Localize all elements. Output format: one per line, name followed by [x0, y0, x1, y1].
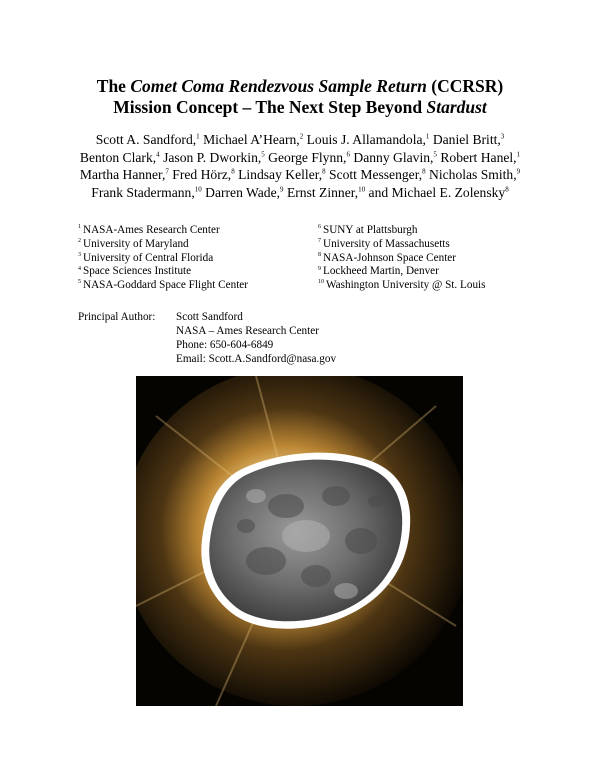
author-affiliation-number: 8: [505, 185, 509, 194]
author-name: Lindsay Keller,: [238, 167, 323, 183]
title-line-2: Mission Concept – The Next Step Beyond Stardust: [113, 97, 487, 117]
principal-author-label: Principal Author:: [78, 311, 156, 323]
affiliation-item: [318, 238, 486, 252]
author-name: Daniel Britt,: [432, 132, 501, 147]
author-name: Ernst Zinner,: [286, 184, 359, 200]
author-affiliation-number: 10: [358, 185, 366, 194]
comet-nucleus-image: [136, 376, 463, 706]
author-name: Robert Hanel,: [440, 149, 517, 165]
author-affiliation-number: 8: [231, 167, 235, 176]
author-name: Martha Hanner,: [79, 167, 166, 183]
affiliation-item: [318, 265, 486, 279]
affiliation-number: 10: [318, 279, 324, 286]
affiliation-item: [78, 252, 248, 266]
principal-author-phone: Phone: 650-604-6849: [176, 339, 274, 351]
affiliation-number: 6: [318, 224, 321, 231]
author-affiliation-number: 7: [165, 167, 169, 176]
affiliation-text: University of Maryland: [83, 237, 189, 250]
affiliation-text: NASA-Johnson Space Center: [323, 251, 456, 264]
affiliation-text: Lockheed Martin, Denver: [323, 265, 439, 278]
affiliation-text: University of Central Florida: [83, 251, 214, 264]
author-name: Danny Glavin,: [353, 149, 434, 165]
affiliation-text: NASA-Goddard Space Flight Center: [83, 279, 248, 292]
affiliation-item: [78, 224, 248, 238]
principal-author-name: Scott Sandford: [176, 311, 243, 323]
affiliation-number: 8: [318, 251, 321, 258]
affiliation-number: 2: [78, 238, 81, 245]
author-name: Louis J. Allamandola,: [306, 132, 426, 147]
author-list: [78, 131, 522, 201]
affiliation-number: 9: [318, 265, 321, 272]
author-name: Michael A’Hearn,: [203, 132, 300, 147]
title-line-1: The Comet Coma Rendezvous Sample Return (CCRSR): [96, 76, 504, 96]
author-affiliation-number: 5: [433, 150, 437, 159]
author-affiliation-number: 8: [322, 167, 326, 176]
author-name: Scott A. Sandford,: [95, 132, 197, 147]
author-affiliation-number: 8: [422, 167, 426, 176]
author-name: Fred Hörz,: [172, 167, 232, 183]
affiliation-item: [318, 224, 486, 238]
author-affiliation-number: 1: [196, 132, 200, 141]
author-affiliation-number: 5: [261, 150, 265, 159]
affiliation-item: [78, 238, 248, 252]
author-affiliation-number: 6: [346, 150, 350, 159]
affiliation-item: [318, 252, 486, 266]
author-affiliation-number: 9: [516, 167, 521, 176]
affiliation-text: SUNY at Plattsburgh: [323, 224, 418, 236]
affiliation-item: [78, 279, 248, 293]
author-affiliation-number: 2: [299, 132, 304, 141]
affiliation-text: NASA-Ames Research Center: [83, 224, 220, 236]
affiliation-number: 4: [78, 265, 81, 272]
author-name: Scott Messenger,: [329, 167, 423, 183]
affiliation-number: 1: [78, 224, 81, 231]
affiliation-number: 7: [318, 238, 321, 245]
author-name: George Flynn,: [268, 149, 347, 165]
affiliation-text: Washington University @ St. Louis: [326, 279, 486, 292]
affiliation-text: Space Sciences Institute: [83, 265, 192, 278]
author-name: Jason P. Dworkin,: [163, 149, 262, 165]
principal-author-org: NASA – Ames Research Center: [176, 325, 319, 337]
author-name: and Michael E. Zolensky: [368, 184, 506, 200]
affiliation-item: [318, 279, 486, 293]
affiliation-item: [78, 265, 248, 279]
paper-title: [40, 76, 560, 118]
affiliations-right: [318, 224, 486, 293]
affiliation-number: 5: [78, 279, 81, 286]
affiliation-number: 3: [78, 251, 81, 258]
author-affiliation-number: 9: [280, 185, 284, 194]
author-name: Frank Stadermann,: [91, 184, 195, 200]
author-name: Benton Clark,: [79, 149, 157, 165]
author-affiliation-number: 4: [156, 150, 160, 159]
author-affiliation-number: 3: [500, 132, 505, 141]
affiliation-text: University of Massachusetts: [323, 237, 450, 250]
author-name: Nicholas Smith,: [429, 167, 517, 183]
author-name: Darren Wade,: [205, 184, 281, 200]
affiliations-left: [78, 224, 248, 293]
author-affiliation-number: 1: [516, 150, 521, 159]
author-affiliation-number: 1: [425, 132, 430, 141]
principal-author-email: Email: Scott.A.Sandford@nasa.gov: [176, 353, 337, 365]
author-affiliation-number: 10: [194, 185, 202, 194]
